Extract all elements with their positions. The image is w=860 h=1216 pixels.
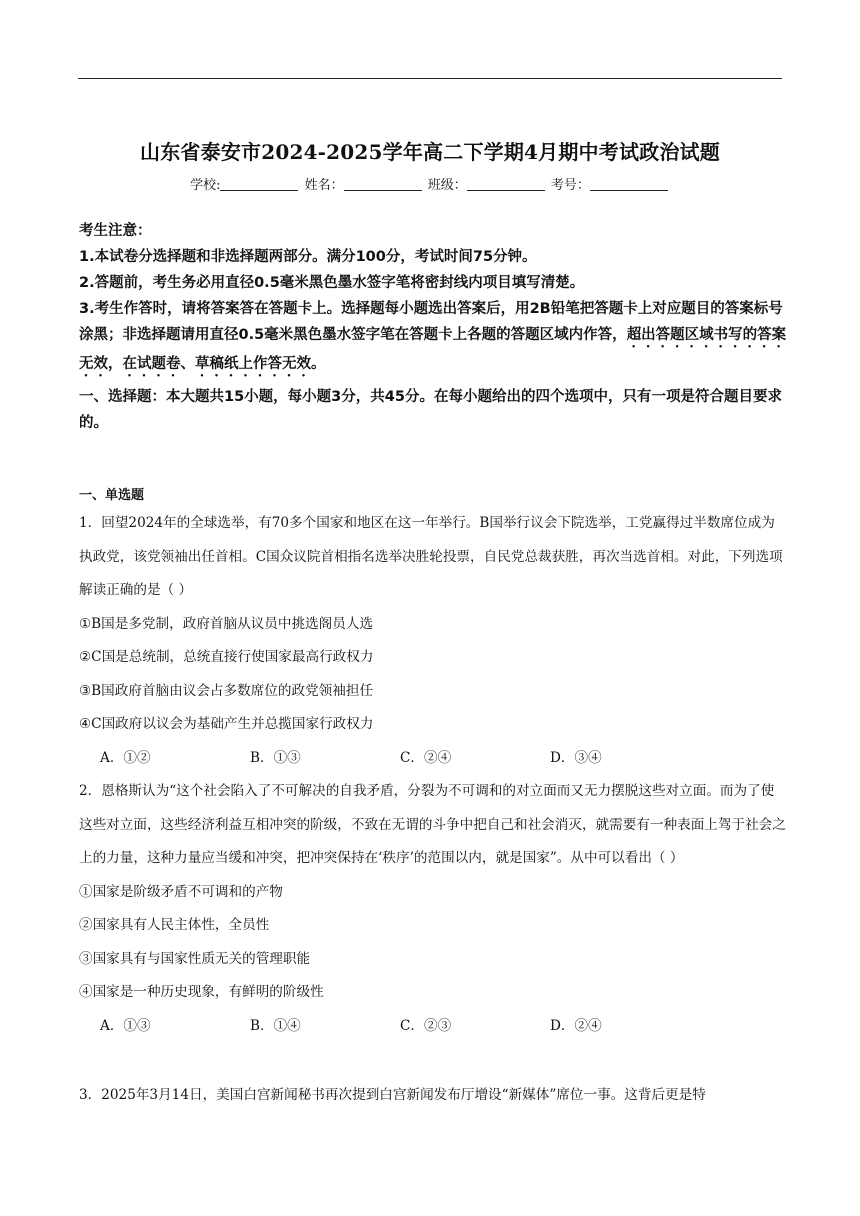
question-stem: 2．恩格斯认为“这个社会陷入了不可解决的自我矛盾，分裂为不可调和的对立面而又无力摆脱这些对立面。而为了使这些对立面，这些经济利益互相冲突的阶级，不致在无谓的斗争中把自己和社会消灭，就需要有一种表面上驾于社会之上的力量，这种力量应当缓和冲突，把冲突保持在‘秩序’的范围以内，就是国家”。从中可以看出（ ） bbox=[79, 783, 786, 866]
question-stem: 1．回望2024年的全球选举，有70多个国家和地区在这一年举行。B国举行议会下院选举，工党赢得过半数席位成为执政党，该党领袖出任首相。C国众议院首相指名选举决胜轮投票，自民党总裁获胜，再次当选首相。对此，下列选项解读正确的是（ ） bbox=[79, 515, 783, 598]
question-item: ③国家具有与国家性质无关的管理职能 bbox=[79, 950, 311, 967]
option-d[interactable]: D．②④ bbox=[550, 1017, 602, 1034]
section-heading: 一、选择题：本大题共15小题，每小题3分，共45分。在每小题给出的四个选项中，只有一项是符合题目要求的。 bbox=[79, 389, 782, 431]
class-field[interactable] bbox=[467, 178, 545, 191]
class-label: 班级： bbox=[427, 178, 467, 193]
header-rule bbox=[78, 78, 782, 79]
question-item: ②国家具有人民主体性，全员性 bbox=[79, 917, 270, 933]
notice-item-1: 1.本试卷分选择题和非选择题两部分。满分100分，考试时间75分钟。 bbox=[79, 249, 537, 265]
option-b[interactable]: B．①④ bbox=[250, 1017, 301, 1034]
question-item: ②C国是总统制，总统直接行使国家最高行政权力 bbox=[79, 649, 374, 665]
answer-options bbox=[79, 742, 787, 776]
school-label: 学校: bbox=[190, 178, 221, 193]
notice-item-3-text: 3.考生作答时，请将答案答在答题卡上。选择题每小题选出答案后，用2B铅笔把答题卡上对应题目的答案标号涂黑；非选择题请用直径0.5毫米黑色墨水签字笔在答题卡上各题的答题区域内作答， bbox=[79, 301, 783, 343]
option-a[interactable]: A．①③ bbox=[100, 1017, 151, 1034]
option-a[interactable]: A．①② bbox=[100, 749, 151, 766]
exam-notice bbox=[79, 218, 787, 436]
question-stem: 3．2025年3月14日，美国白宫新闻秘书再次提到白宫新闻发布厅增设“新媒体”席位一事。这背后更是特 bbox=[79, 1087, 706, 1103]
question-item: ③B国政府首脑由议会占多数席位的政党领袖担任 bbox=[79, 682, 374, 699]
question-3 bbox=[79, 1079, 787, 1113]
exam-number-label: 考号： bbox=[550, 178, 590, 193]
school-field[interactable] bbox=[220, 178, 298, 191]
answer-options bbox=[79, 1010, 787, 1044]
option-c[interactable]: C．②④ bbox=[400, 749, 452, 766]
student-info-line bbox=[0, 174, 860, 193]
option-c[interactable]: C．②③ bbox=[400, 1017, 452, 1034]
subsection-heading: 一、单选题 bbox=[79, 488, 145, 503]
notice-item-3-end: 。 bbox=[311, 356, 326, 372]
notice-item-3 bbox=[79, 296, 787, 380]
question-item: ④国家是一种历史现象，有鲜明的阶级性 bbox=[79, 984, 324, 1000]
question-item: ④C国政府以议会为基础产生并总揽国家行政权力 bbox=[79, 716, 374, 732]
name-field[interactable] bbox=[344, 178, 422, 191]
notice-item-3-emphasis: 超出答题区域书写的答案无效，在试题卷、草稿纸上作答无效 bbox=[79, 327, 787, 372]
exam-number-field[interactable] bbox=[590, 178, 668, 191]
notice-heading: 考生注意： bbox=[79, 223, 152, 239]
question-2 bbox=[79, 775, 787, 1043]
page-title: 山东省泰安市2024-2025学年高二下学期4月期中考试政治试题 bbox=[140, 140, 720, 164]
question-item: ①B国是多党制，政府首脑从议员中挑选阁员人选 bbox=[79, 615, 374, 632]
name-label: 姓名： bbox=[304, 178, 344, 193]
question-1 bbox=[79, 507, 787, 775]
notice-item-2: 2.答题前，考生务必用直径0.5毫米黑色墨水签字笔将密封线内项目填写清楚。 bbox=[79, 275, 585, 291]
option-d[interactable]: D．③④ bbox=[550, 749, 602, 766]
option-b[interactable]: B．①③ bbox=[250, 749, 301, 766]
question-item: ①国家是阶级矛盾不可调和的产物 bbox=[79, 883, 283, 900]
